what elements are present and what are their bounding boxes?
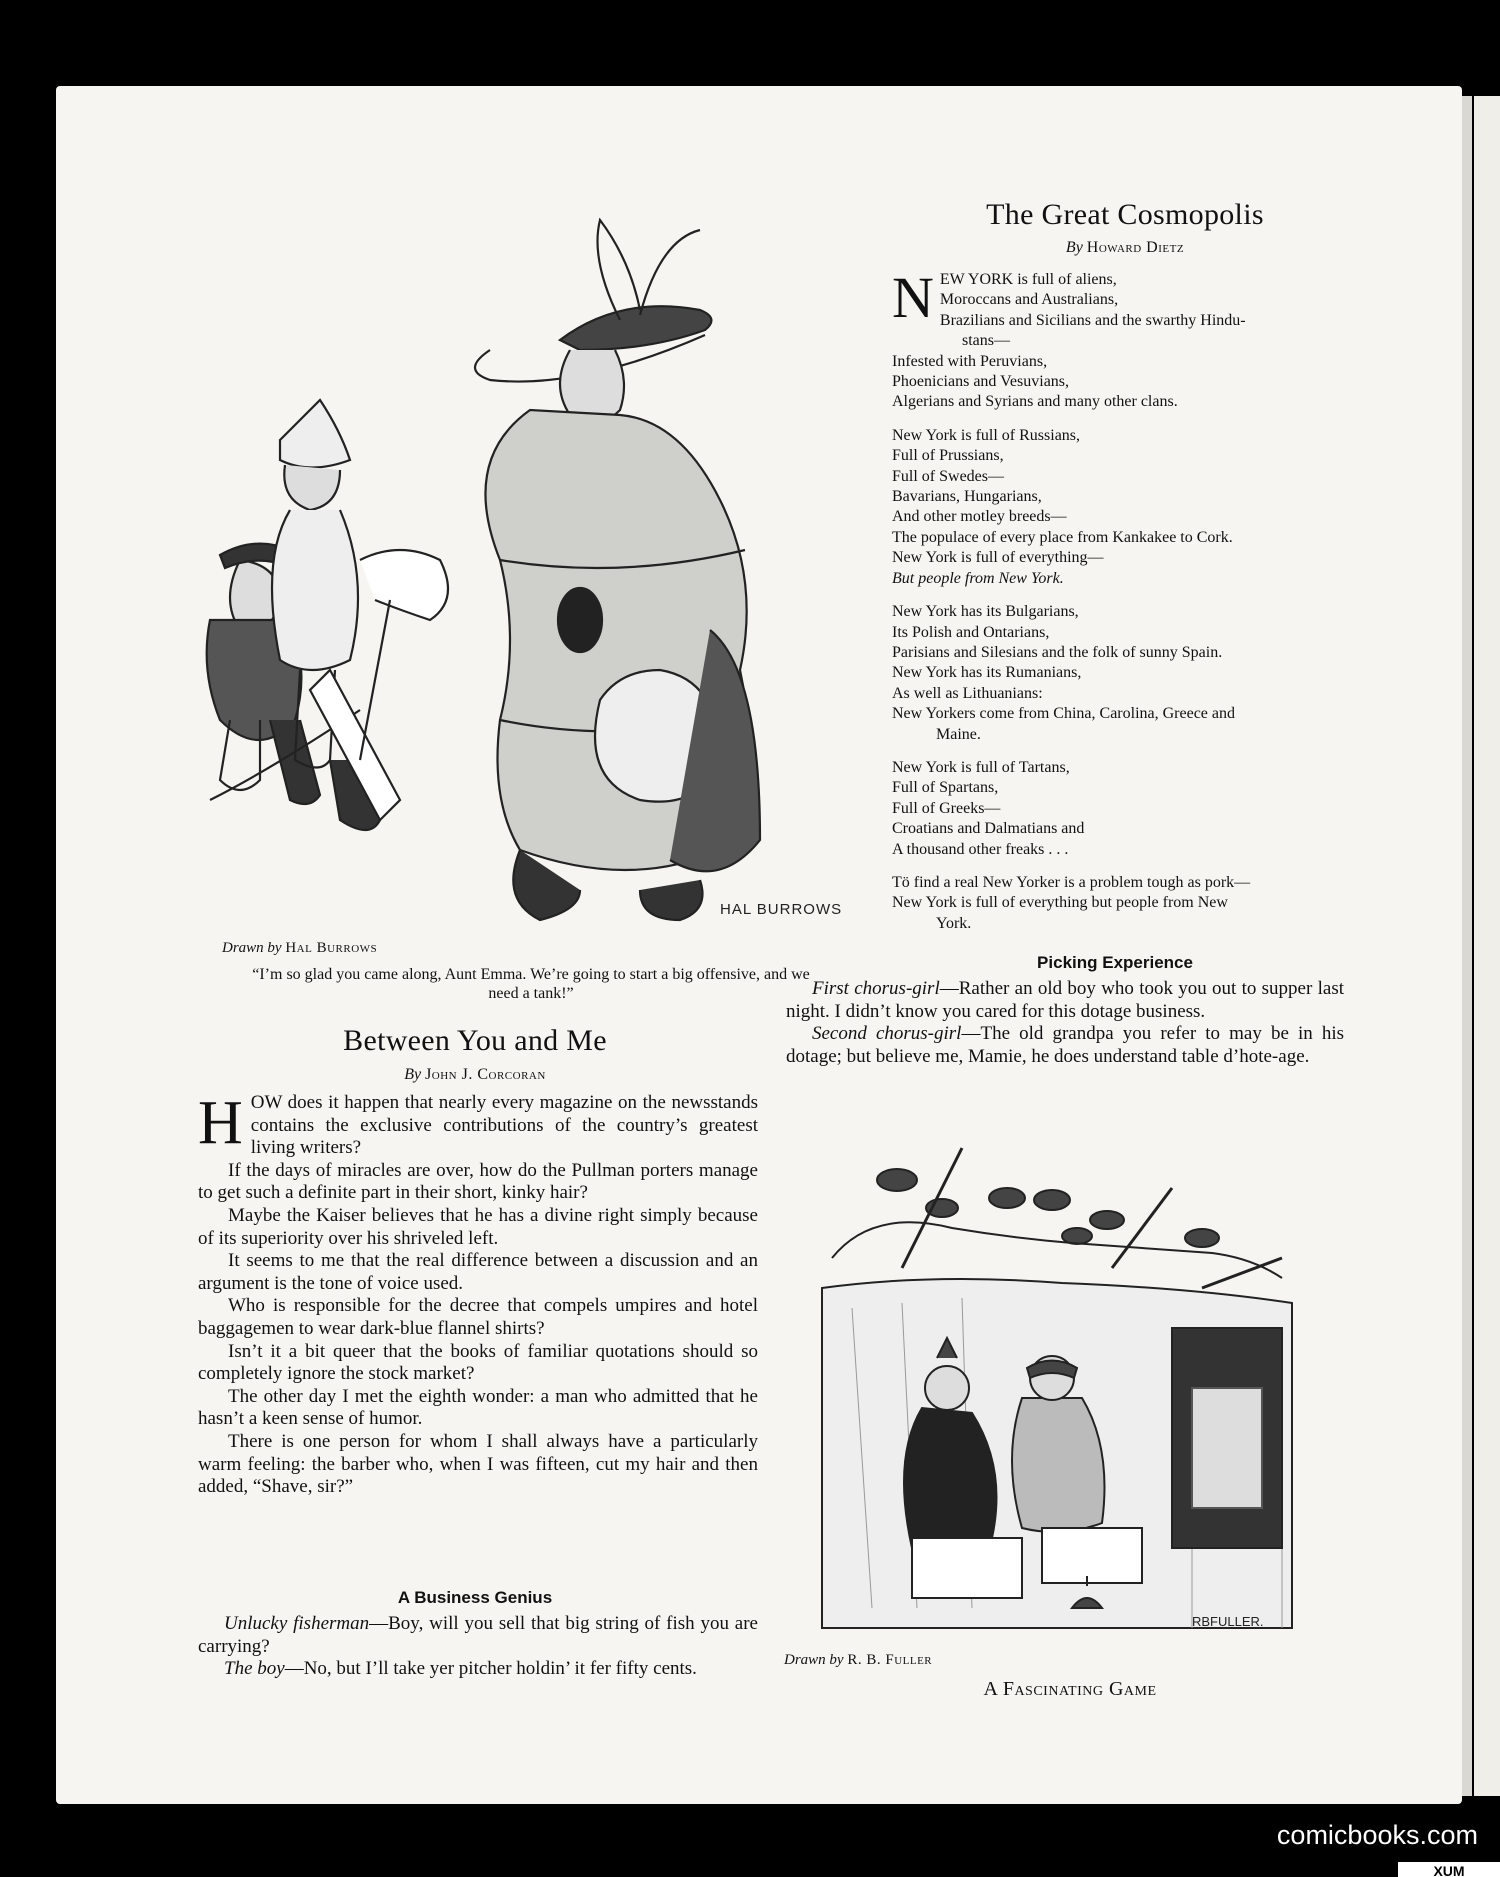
dialogue-line <box>686 978 1344 1023</box>
picking-experience-heading: Picking Experience <box>1037 953 1193 972</box>
dialogue-line <box>198 1613 758 1658</box>
credit-prefix: Drawn by <box>222 940 282 956</box>
soldier-helmets <box>877 1169 1219 1247</box>
speaker: Second chorus-girl <box>812 1023 962 1045</box>
essay-title: Between You and Me <box>343 1024 607 1057</box>
poem-line: Tö find a real New Yorker is a problem tough as pork— <box>892 873 1251 891</box>
business-genius-dialogue <box>198 1613 758 1681</box>
poem-line: Its Polish and Ontarians, <box>892 623 1050 641</box>
poem-line: Full of Prussians, <box>892 447 1004 465</box>
cartoon-aunt-emma-signature: HAL BURROWS <box>720 901 843 918</box>
poem-line: Bavarians, Hungarians, <box>892 488 1042 506</box>
poem-stanza-4 <box>892 758 1352 860</box>
essay-paragraph: It seems to me that the real difference between a discussion and an argument is the tone of voice used. <box>198 1250 758 1294</box>
credit-name: R. B. Fuller <box>847 1652 933 1668</box>
poem-line: Maine. <box>936 725 981 743</box>
dialogue-line <box>786 1023 1344 1068</box>
poem-body <box>892 265 1352 947</box>
corner-badge: XUM <box>1398 1862 1500 1877</box>
comicbooks-watermark: comicbooks.com <box>1276 1820 1478 1850</box>
poem-line: stans— <box>962 332 1010 350</box>
page-edge <box>1462 96 1472 1796</box>
poem-author: Howard Dietz <box>1086 239 1185 256</box>
poem-stanza-2 <box>892 426 1352 589</box>
essay-paragraph: There is one person for whom I shall always have a particularly warm feeling: the barber who, when I was fifteen, cut my hair and then added, “Shave, sir?” <box>198 1430 758 1498</box>
dialogue-text: —Rather an old boy who took you out to supper last night. I didn’t know you cared for this dotage business. <box>786 978 1344 1022</box>
cartoon-trench-title: A Fascinating Game <box>983 1678 1157 1700</box>
poem-line: Algerians and Syrians and many other clans. <box>892 393 1178 411</box>
essay-paragraph: Maybe the Kaiser believes that he has a divine right simply because of its superiority over his shriveled left. <box>198 1204 758 1249</box>
essay-body <box>198 1089 758 1499</box>
poem-line: And other motley breeds— <box>892 508 1067 526</box>
essay-paragraph: If the days of miracles are over, how do the Pullman porters manage to get such a definite part in their short, kinky hair? <box>198 1159 758 1204</box>
poem-line: But people from New York. <box>892 569 1064 587</box>
poem-line: Croatians and Dalmatians and <box>892 820 1085 838</box>
poem-line: York. <box>936 914 972 932</box>
poem-stanza-5 <box>892 873 1352 934</box>
cartoon-trench-illustration <box>812 1128 1312 1648</box>
speaker: The boy <box>224 1658 285 1680</box>
poem-line: New York is full of Tartans, <box>892 758 1070 776</box>
poem-line: New York has its Bulgarians, <box>892 603 1079 621</box>
essay-dropcap: H <box>198 1089 243 1157</box>
essay-paragraph: Who is responsible for the decree that compels umpires and hotel baggagemen to wear dark-blue flannel shirts? <box>198 1295 758 1339</box>
essay-paragraph <box>198 1089 758 1160</box>
paragraph-text: OW does it happen that nearly every magazine on the newsstands contains the exclusive contributions of the country’s greatest living writers? <box>250 1092 758 1159</box>
poem-line: Infested with Peruvians, <box>892 352 1048 370</box>
poem-line: Full of Spartans, <box>892 779 999 797</box>
essay-byline <box>250 1066 700 1084</box>
poem-byline <box>900 239 1350 257</box>
byline-prefix: By <box>1065 239 1083 256</box>
speaker: First chorus-girl <box>812 978 940 999</box>
poem-line: New Yorkers come from China, Carolina, Greece and <box>892 705 1236 723</box>
picking-experience-dialogue <box>786 978 1344 1068</box>
poem-line: Brazilians and Sicilians and the swarthy Hindu- <box>939 311 1246 329</box>
poem-line: Full of Greeks— <box>892 799 1001 817</box>
cartoon-aunt-emma-caption: “I’m so glad you came along, Aunt Emma. We’re going to start a big offensive, and we need a tank!” <box>252 966 810 1002</box>
poem-stanza-1 <box>892 265 1352 413</box>
poem-dropcap: N <box>892 265 934 330</box>
speaker: Unlucky fisherman <box>224 1613 370 1634</box>
cartoon-aunt-emma-illustration <box>200 200 880 940</box>
dialogue-text: —No, but I’ll take yer pitcher holdin’ it fer fifty cents. <box>284 1658 697 1680</box>
poem-line: EW YORK is full of aliens, <box>939 271 1117 288</box>
poem-line: As well as Lithuanians: <box>892 684 1043 702</box>
poem-line: New York is full of everything— <box>892 549 1104 567</box>
poem-line: Phoenicians and Vesuvians, <box>892 373 1070 391</box>
dialogue-line <box>198 1658 758 1681</box>
poem-line: New York has its Rumanians, <box>892 664 1082 682</box>
cartoon-aunt-emma-credit <box>222 940 522 957</box>
business-genius-heading: A Business Genius <box>397 1588 553 1607</box>
poem-line: A thousand other freaks . . . <box>892 840 1069 858</box>
poem-line: Moroccans and Australians, <box>939 291 1119 309</box>
poem-line: New York is full of everything but people from New <box>892 894 1228 912</box>
poem-line: The populace of every place from Kankakee to Cork. <box>892 528 1233 546</box>
cartoon-trench-credit <box>784 1652 1084 1669</box>
poem-line: Full of Swedes— <box>892 467 1004 485</box>
essay-author: John J. Corcoran <box>425 1066 546 1083</box>
adjacent-page-strip <box>1474 96 1500 1796</box>
cartoon-trench-signature: RBFULLER. <box>1192 1614 1264 1629</box>
poem-stanza-3 <box>892 602 1352 745</box>
byline-prefix: By <box>404 1066 422 1083</box>
dialogue-text: —The old grandpa you refer to may be in his dotage; but believe me, Mamie, he does understand table d’hote-age. <box>786 1023 1345 1067</box>
poem-line: New York is full of Russians, <box>892 426 1081 444</box>
essay-paragraph: Isn’t it a bit queer that the books of familiar quotations should so completely ignore the stock market? <box>198 1340 758 1385</box>
poem-line: Parisians and Silesians and the folk of sunny Spain. <box>892 643 1223 661</box>
credit-prefix: Drawn by <box>784 1652 844 1668</box>
essay-paragraph: The other day I met the eighth wonder: a man who admitted that he hasn’t a keen sense of humor. <box>198 1385 758 1430</box>
dialogue-text: —Boy, will you sell that big string of fish you are carrying? <box>198 1613 758 1657</box>
credit-name: Hal Burrows <box>285 940 378 956</box>
poem-title: The Great Cosmopolis <box>986 198 1264 231</box>
